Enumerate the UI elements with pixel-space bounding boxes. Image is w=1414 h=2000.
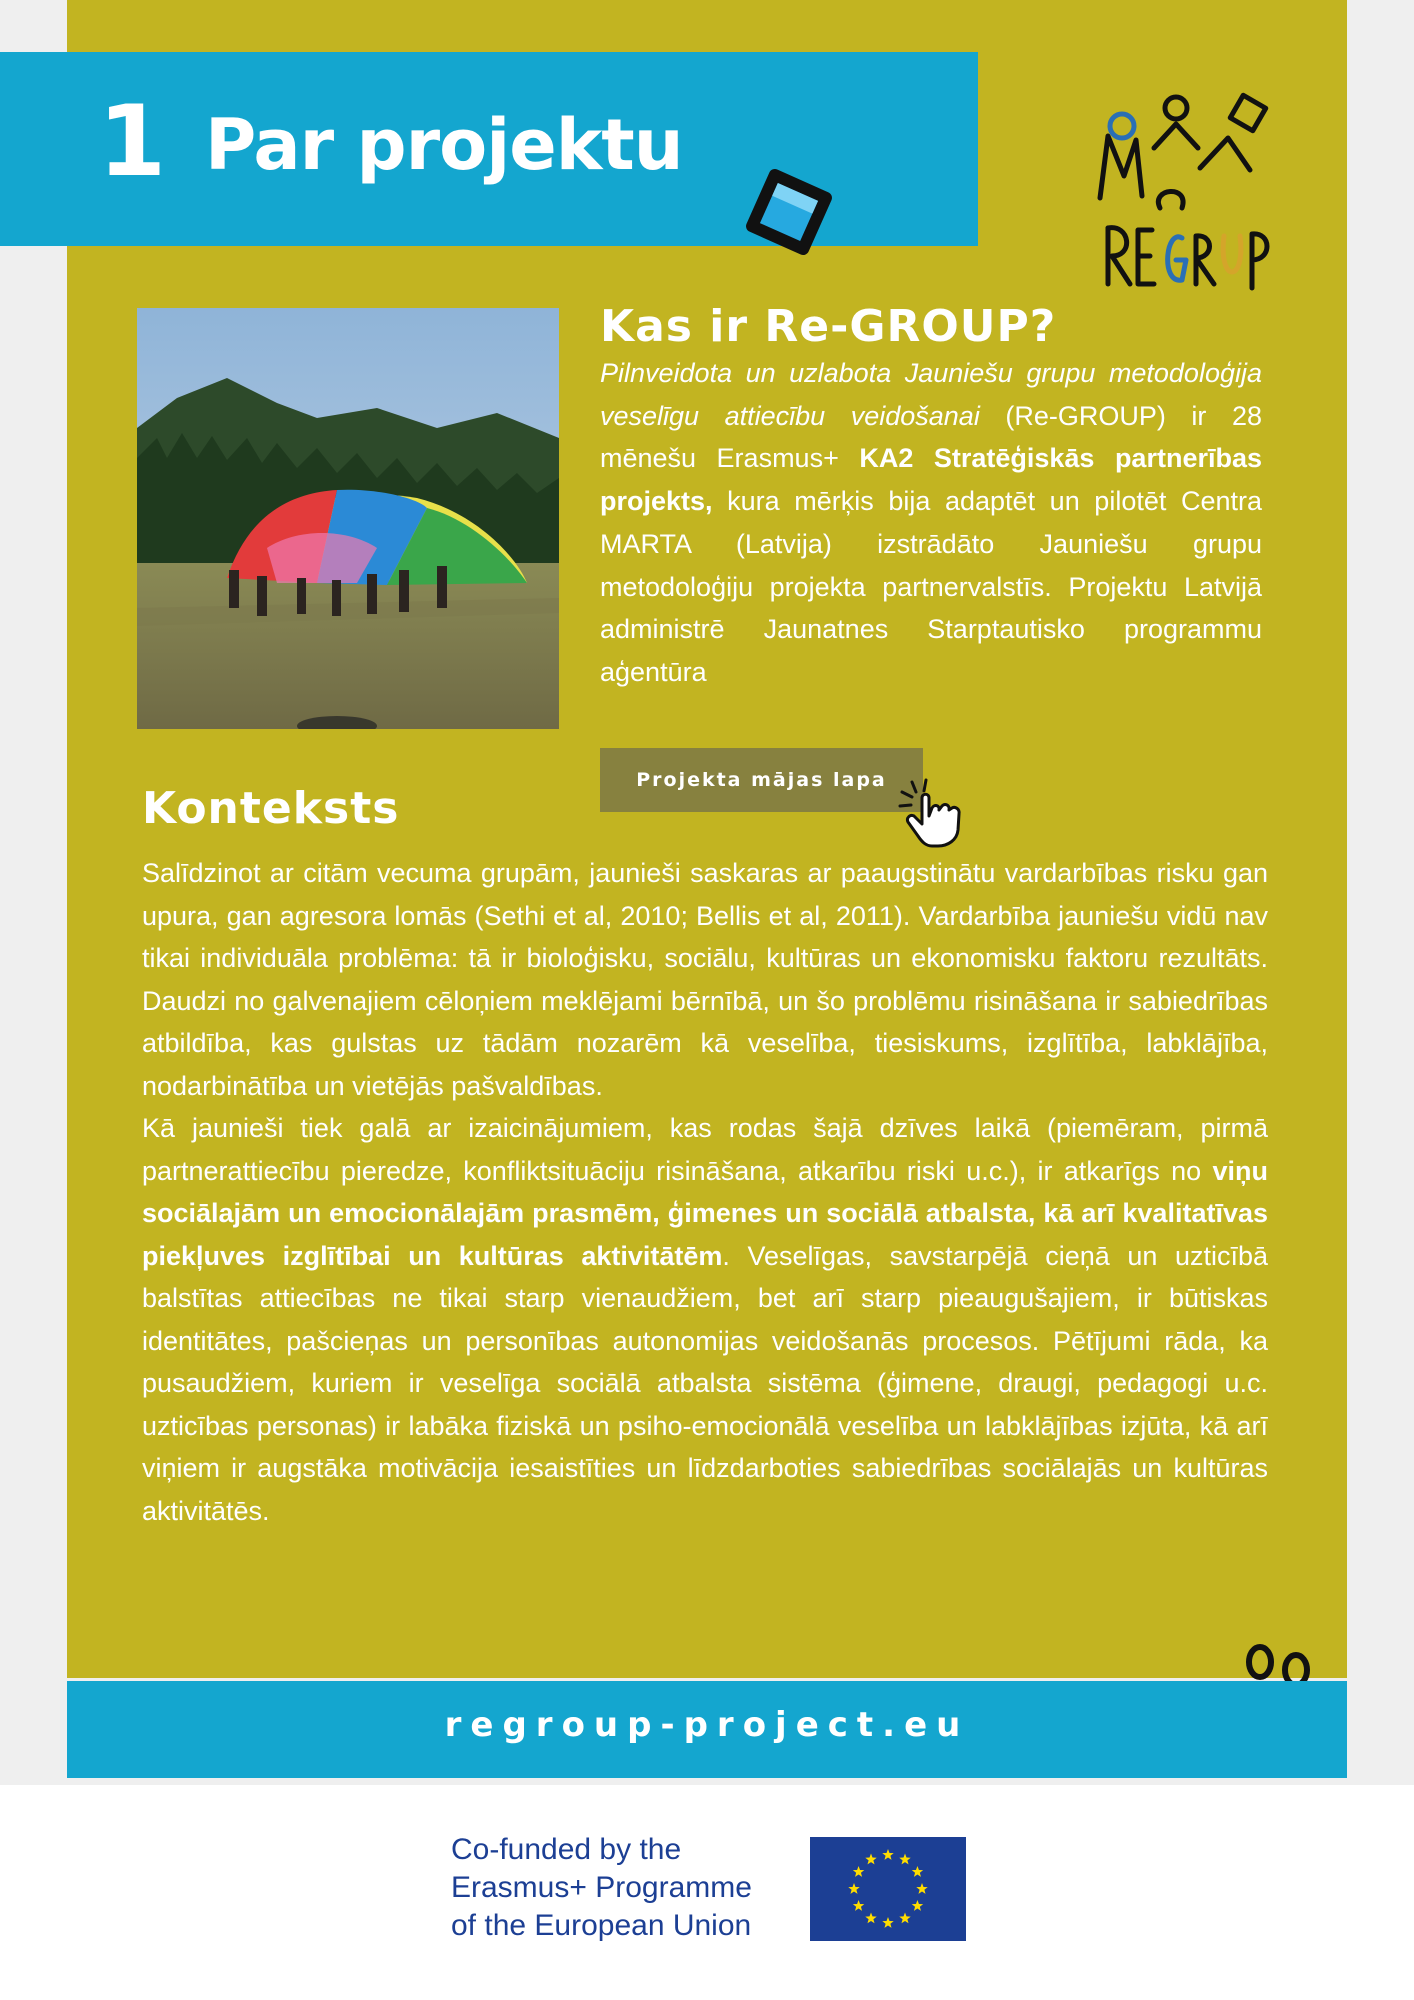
project-homepage-button[interactable]: Projekta mājas lapa — [600, 748, 923, 812]
cofunding-line-1: Co-funded by the — [451, 1833, 682, 1866]
decorative-square-icon — [737, 160, 841, 264]
pointer-hand-icon — [898, 778, 970, 850]
footer-band — [67, 1681, 1347, 1778]
context-paragraph-2 — [142, 1107, 1268, 1532]
website-url[interactable]: regroup-project.eu — [444, 1705, 970, 1745]
parachute-game-photo — [137, 308, 559, 729]
hero-photo — [137, 308, 559, 729]
context-text — [142, 852, 1268, 1532]
context-title: Konteksts — [142, 783, 400, 834]
intro-text — [600, 352, 1262, 694]
cofunding-statement — [451, 1831, 791, 1945]
context-paragraph-2-start: Kā jaunieši tiek galā ar izaicinājumiem, kas rodas šajā dzīves laikā (piemēram, pirmā partnerattiecību pieredze, konfliktsituāciju risināšana, atkarību riski u.c.), ir atkarīgs no — [142, 1113, 1268, 1186]
intro-italic: Pilnveidota un uzlabota Jauniešu grupu metodoloģija veselīgu attiecību veidošanai — [600, 358, 1262, 431]
cofunding-line-2: Erasmus+ Programme — [451, 1871, 752, 1904]
context-paragraph-2-bold: viņu sociālajām un emocionālajām prasmēm, ģimenes un sociālā atbalsta, kā arī kvalitatīvas piekļuves izglītībai un kultūras aktivitātēm — [142, 1155, 1268, 1271]
eu-flag-icon — [810, 1837, 966, 1941]
intro-bold: KA2 Stratēģiskās partnerības projekts, — [600, 443, 1262, 517]
context-paragraph-1: Salīdzinot ar citām vecuma grupām, jaunieši saskaras ar paaugstinātu vardarbības risku gan upura, gan agresora lomās (Sethi et al, 2010; Bellis et al, 2011). Vardarbība jauniešu vidū nav tikai individuāla problēma: tā ir bioloģisku, sociālu, kultūras un ekonomisku faktoru rezultāts. Daudzi no galvenajiem cēloņiem meklējami bērnībā, un šo problēmu risināšana ir sabiedrības atbildība, kas gulstas uz tādām nozarēm kā veselība, tiesiskums, izglītība, labklājība, nodarbinātība un vietējās pašvaldības. — [142, 858, 1268, 1101]
intro-text-part2: kura mērķis bija adaptēt un pilotēt Centra MARTA (Latvija) izstrādāto Jauniešu grupu metodoloģiju projekta partnervalstīs. Projektu Latvijā administrē Jaunatnes Starptautisko programmu aģentūra — [600, 486, 1262, 687]
context-paragraph-2-end: . Veselīgas, savstarpējā cieņā un uzticībā balstītas attiecības ne tikai starp vienaudžiem, bet arī starp pieaugušajiem, ir būtiskas identitātes, pašcieņas un personības autonomijas veidošanās procesos. Pētījumi rāda, ka pusaudžiem, kuriem ir veselīga sociālā atbalsta sistēma (ģimene, draugi, pedagogi u.c. uzticības personas) ir labāka fiziskā un psiho-emocionālā veselība un labklājības izjūta, kā arī viņiem ir augstāka motivācija iesaistīties un līdzdarboties sabiedrības sociālajās un kultūras aktivitātēs. — [142, 1240, 1268, 1526]
cofunding-line-3: of the European Union — [451, 1909, 752, 1942]
intro-title: Kas ir Re-GROUP? — [600, 301, 1057, 352]
regroup-logo-icon — [1090, 88, 1280, 298]
page-title: Par projektu — [205, 104, 683, 186]
section-number: 1 — [98, 85, 167, 199]
intro-text-part1: (Re-GROUP) ir 28 mēnešu Erasmus+ — [600, 400, 1262, 474]
